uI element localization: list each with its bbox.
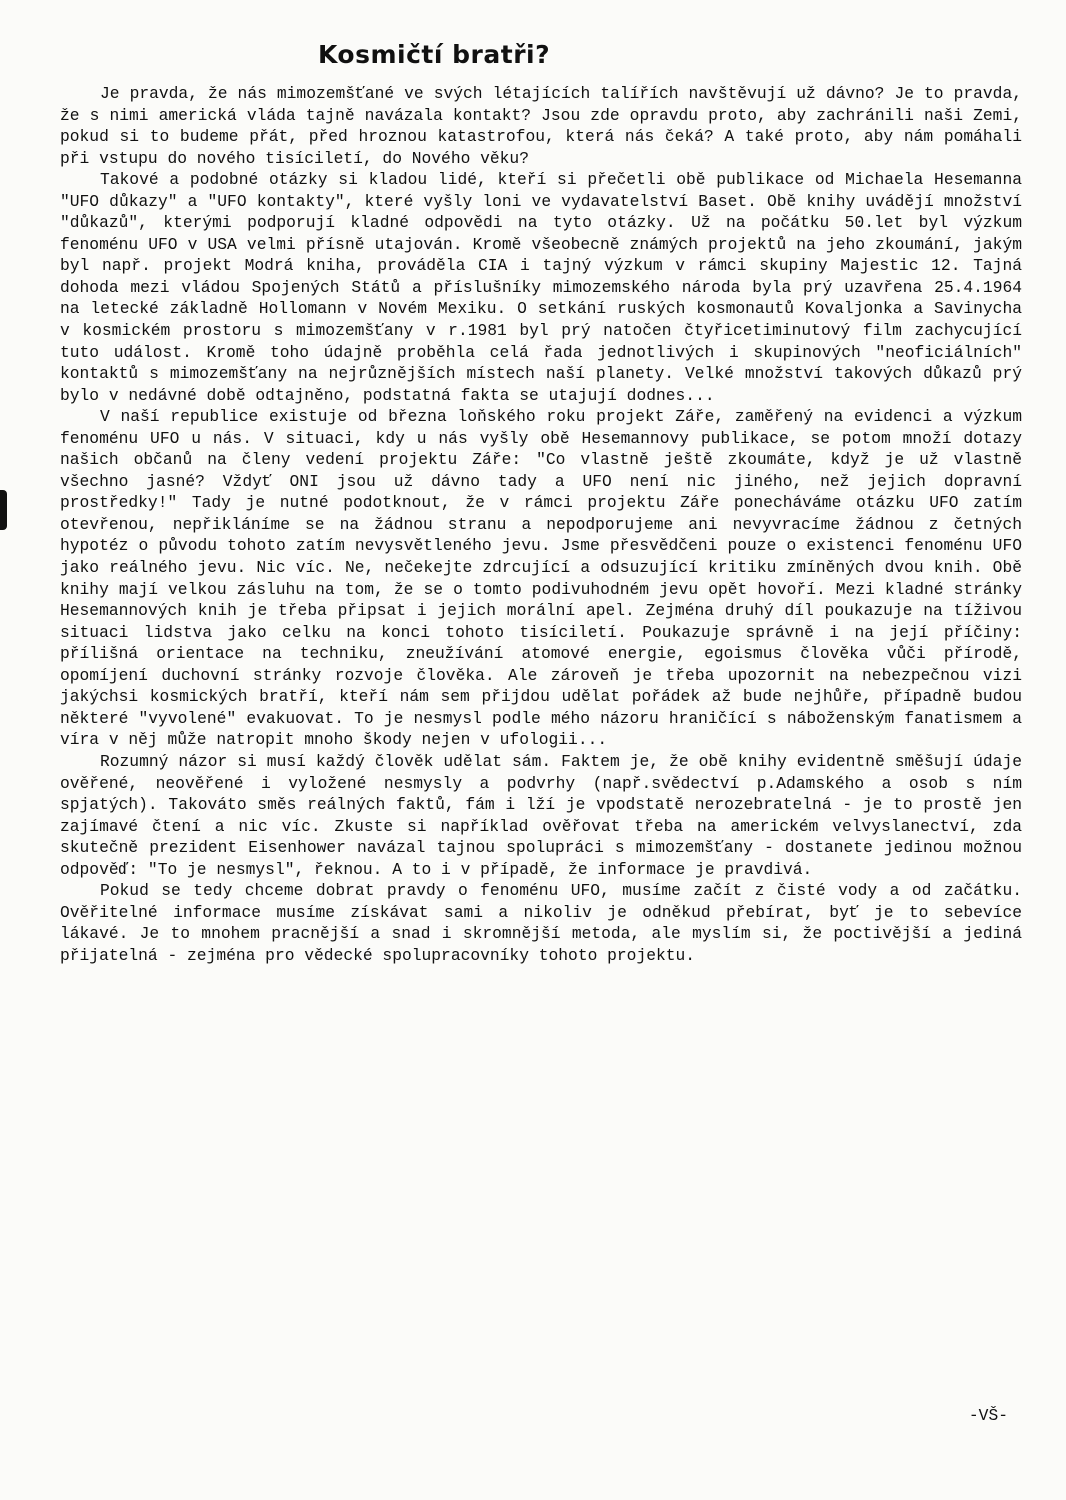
article-body [60, 83, 1022, 966]
paragraph-3: V naší republice existuje od března loňského roku projekt Záře, zaměřený na evidenci a výzkum fenoménu UFO u nás. V situaci, kdy u nás vyšly obě Hesemannovy publikace, se potom množí dotazy našich občanů na členy vedení projektu Záře: "Co vlastně ještě zkoumáte, když je už vlastně všechno jasné? Vždyť ONI jsou už dávno tady a UFO není nic jiného, než jejich dopravní prostředky!" Tady je nutné podotknout, že v rámci projektu Záře ponecháváme otázku UFO zatím otevřenou, nepřikláníme se na žádnou stranu a nepodporujeme ani nevyvracíme žádnou z četných hypotéz o původu tohoto zatím nevysvětleného jevu. Jsme přesvědčeni pouze o existenci fenoménu UFO jako reálného jevu. Nic víc. Ne, nečekejte zdrcující a odsuzující kritiku zmíněných dvou knih. Obě knihy mají velkou zásluhu na tom, že se o tomto podivuhodném jevu opět hovoří. Mezi kladné stránky Hesemannových knih je třeba připsat i jejich morální apel. Zejména druhý díl poukazuje na tíživou situaci lidstva jako celku na konci tohoto tisíciletí. Poukazuje správně i na její příčiny: přílišná orientace na techniku, zneužívání atomové energie, egoismus člověka vůči přírodě, opomíjení duchovní stránky rozvoje člověka. Ale zároveň je třeba upozornit na nebezpečnou vizi jakýchsi kosmických bratří, kteří nám sem přijdou udělat pořádek až bude nejhůře, případně budou některé "vyvolené" evakuovat. To je nesmysl podle mého názoru hraničící s náboženským fanatismem a víra v něj může natropit mnoho škody nejen v ufologii... [60, 407, 1022, 750]
paragraph-5: Pokud se tedy chceme dobrat pravdy o fenoménu UFO, musíme začít z čisté vody a od začátku. Ověřitelné informace musíme získávat sami a nikoliv je odněkud přebírat, byť je to sebevíce lákavé. Je to mnohem pracnější a snad i skromnější metoda, ale myslím si, že poctivější a jediná přijatelná - zejména pro vědecké spolupracovníky tohoto projektu. [60, 881, 1022, 965]
paragraph-4: Rozumný názor si musí každý člověk udělat sám. Faktem je, že obě knihy evidentně směšují údaje ověřené, neověřené i vyložené nesmysly a podvrhy (např.svědectví p.Adamského a osob s ním spjatých). Takováto směs reálných faktů, fám i lží je vpodstatě nerozebratelná - je to prostě jen zajímavé čtení a nic víc. Zkuste si například ověřovat třeba na americkém velvyslanectví, zda skutečně prezident Eisenhower navázal tajnou spolupráci s mimozemšťany - dostanete jedinou možnou odpověď: "To je nesmysl", řeknou. A to i v případě, že informace je pravdivá. [60, 751, 1022, 879]
paragraph-1: Je pravda, že nás mimozemšťané ve svých létajících talířích navštěvují už dávno? Je to pravda, že s nimi americká vláda tajně navázala kontakt? Jsou zde opravdu proto, aby zachránili naši Zemi, pokud si to budeme přát, před hroznou katastrofou, která nás čeká? A také proto, aby nám pomáhali při vstupu do nového tisíciletí, do Nového věku? [60, 84, 1022, 168]
paragraph-2: Takové a podobné otázky si kladou lidé, kteří si přečetli obě publikace od Michaela Hesemanna "UFO důkazy" a "UFO kontakty", které vyšly loni ve vydavatelství Baset. Obě knihy uvádějí množství "důkazů", kterými podporují kladné odpovědi na tyto otázky. Už na počátku 50.let byl výzkum fenoménu UFO v USA velmi přísně utajován. Kromě všeobecně známých projektů na jeho zkoumání, jakým byl např. projekt Modrá kniha, prováděla CIA i tajný výzkum v rámci skupiny Majestic 12. Tajná dohoda mezi vládou Spojených Států a příslušníky mimozemského národa byla prý uzavřena 25.4.1964 na letecké základně Hollomann v Novém Mexiku. O setkání ruských kosmonautů Kovaljonka a Savinycha v kosmickém prostoru s mimozemšťany v r.1981 byl prý natočen čtyřicetiminutový film zachycující tuto událost. Kromě toho údajně proběhla celá řada jednotlivých i skupinových "neoficiálních" kontaktů s mimozemšťany na nejrůznějších místech naší planety. Velké množství takových důkazů prý bylo v nedávné době odtajněno, podstatná fakta se utajují dodnes... [60, 170, 1022, 405]
binding-hole-mark [0, 490, 7, 530]
author-signature: -VŠ- [968, 1406, 1008, 1425]
article-title: Kosmičtí bratři? [318, 40, 551, 69]
